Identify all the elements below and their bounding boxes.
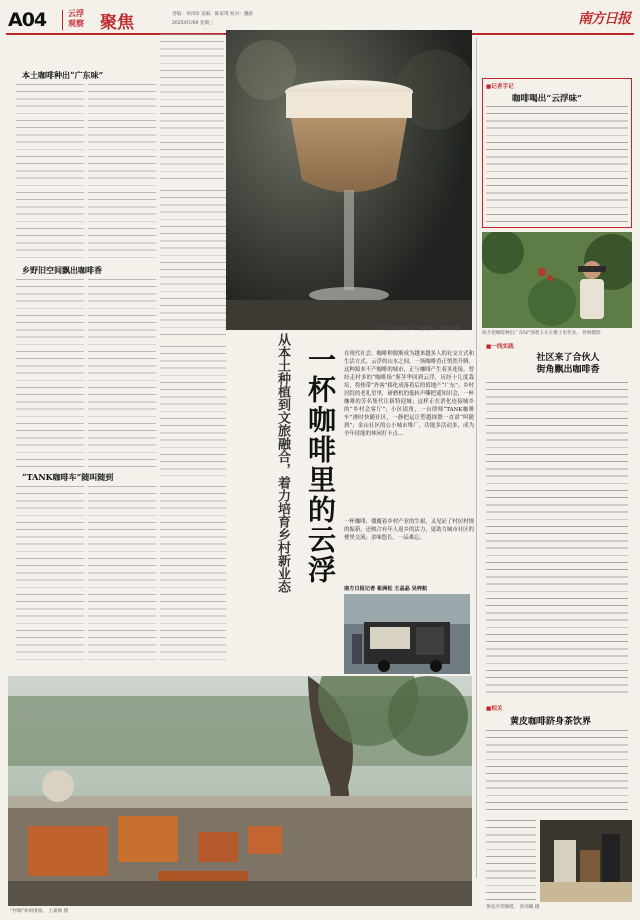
right-body-3 xyxy=(486,730,628,816)
masthead-divider xyxy=(62,10,63,30)
left-headline-1: 本土咖啡种出“广东味” xyxy=(22,70,104,80)
cold-brew-illustration xyxy=(540,820,632,902)
right-col-rule xyxy=(476,38,477,878)
right-headline-3: 黄皮咖啡跻身茶饮界 xyxy=(510,717,592,727)
right-label-1-bullet: ■ xyxy=(486,84,492,90)
left-body-2b xyxy=(88,279,156,467)
left-body-3b xyxy=(88,486,156,666)
section-a: 云浮 xyxy=(68,9,84,18)
left-body-2a xyxy=(16,279,84,467)
farmer-illustration xyxy=(482,232,632,328)
main-photo-coffee xyxy=(226,30,472,330)
right-label-1 xyxy=(486,82,514,90)
bottom-photo-caption: “村咖”休闲滑坡。 王嘉源 摄 xyxy=(10,909,69,914)
right-headline-1: 咖啡喝出“云浮味” xyxy=(512,94,583,104)
coffee-truck-illustration xyxy=(344,594,470,674)
section-label xyxy=(68,9,84,29)
center-body-1 xyxy=(160,190,226,340)
huangpi-coffee-photo xyxy=(540,820,632,902)
huangpi-photo-caption: 黄皮冷萃咖啡。 曾沛珮 摄 xyxy=(486,905,540,910)
farmer-photo-caption: 阳介把咖啡种出广东味“郭碧玉在在摄子里作业。 曾林摄影 xyxy=(482,331,601,336)
left-body-1b xyxy=(88,84,156,264)
main-byline: 南方日报记者 崔洲松 王晶晶 吴梓航 xyxy=(344,586,428,592)
right-body-3b xyxy=(486,820,536,902)
newspaper-logo: 南方日报 xyxy=(578,11,630,27)
main-subtitle-vertical xyxy=(262,333,292,663)
meta-line-2: 2025/07/09 星期三 xyxy=(172,21,214,26)
meta-info xyxy=(172,10,253,28)
left-headline-3: “TANK咖啡车”随叫随到 xyxy=(22,472,114,482)
meta-line-1: 责编：李四珍 美编：陈家琪 校对：魏新 xyxy=(172,12,254,17)
center-body-3 xyxy=(160,486,226,666)
right-label-2-text: 一线实践 xyxy=(491,344,514,350)
section-b: 观察 xyxy=(68,19,84,28)
main-subtitle-text: 从本土种植到文旅融合，着力培育乡村新业态 xyxy=(275,333,290,593)
main-lead-2 xyxy=(344,518,474,542)
right-label-1-text: 记者手记 xyxy=(491,84,514,90)
main-title-text: 一杯咖啡里的云浮 xyxy=(304,345,337,585)
right-body-2 xyxy=(486,382,628,694)
main-lead-2-text: 一杯咖啡，僵覆着乡村产业的生艰，又见证了村居村规的振新，还映合有年人返乡的活力，更助力城市社区的便里交流；余味悠长，一品难忘。 xyxy=(344,519,474,541)
page-num-text: A04 xyxy=(8,9,47,31)
center-body-2 xyxy=(160,346,226,476)
right-label-3-bullet: ■ xyxy=(486,706,492,712)
left-body-3a xyxy=(16,486,84,666)
main-title-vertical xyxy=(300,345,340,645)
right-label-3 xyxy=(486,704,503,712)
right-body-1 xyxy=(486,106,628,222)
right-label-2 xyxy=(486,342,514,350)
coffee-farmer-photo xyxy=(482,232,632,328)
coffee-glass-illustration xyxy=(226,30,472,330)
left-body-1a xyxy=(16,84,84,264)
page-number xyxy=(8,9,46,31)
bottom-village-photo xyxy=(8,676,472,906)
main-photo-caption: “山音云浮”的千人力独花啡。 薛丰明 摄 xyxy=(378,327,460,332)
left-headline-2: 乡野旧空间飘出咖啡香 xyxy=(22,265,102,275)
right-label-2-bullet: ■ xyxy=(486,344,492,350)
main-lead xyxy=(344,350,474,438)
column-title: 聚焦 xyxy=(100,13,134,33)
upper-mid-text xyxy=(160,34,224,184)
tank-coffee-photo xyxy=(344,594,470,674)
village-cafe-illustration xyxy=(8,676,472,906)
right-label-3-text: 相关 xyxy=(491,706,503,712)
right-headline-2: 社区来了合伙人 街角飘出咖啡香 xyxy=(536,353,600,375)
main-lead-text: 在现代社会，咖啡种源渐成为越来越多人的社交方式和生活方式。云浮的山水之间，一场咖啡香正悄然升腾。这种源本不产咖啡的城市，正与咖啡产生着多连接。曾经走村多的“咖啡场”鉴茎华回到云浮，历经十几度栽培，将热带“外客”移化成落着后的值地产“广东”；乡村居院的老礼堂里，研磨机的低转声嘶把遥知识会，一杯咖啡的芳名集代让新特迎城；这样正在消化连接城乡的“乡村会客厅”；小区街角，一台律师“TANK咖啡车”滑时快随社区，一静把运让塑越探馈一直诺“叫随到”；金山社区的公小城市堆厂，功能多活动多，成为全年持能的休闲打卡点… xyxy=(344,351,474,437)
